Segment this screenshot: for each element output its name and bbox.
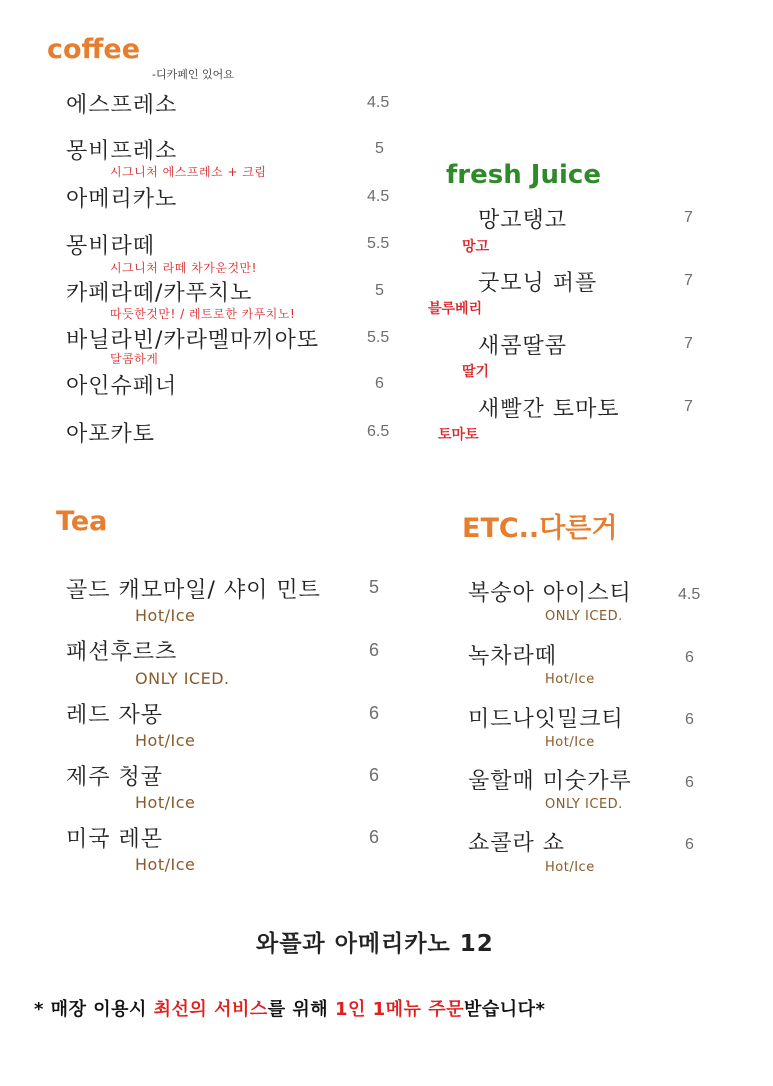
tea-item-name: 제주 청귤 <box>66 765 164 790</box>
tea-item-price: 5 <box>369 577 380 597</box>
etc-item-sub: Hot/Ice <box>545 860 595 875</box>
coffee-item-price: 6 <box>375 375 384 392</box>
tea-item-name: 미국 레몬 <box>66 827 164 852</box>
etc-item-name: 녹차라떼 <box>468 644 558 669</box>
coffee-item-price: 6.5 <box>367 423 390 440</box>
signature-latte-note: 시그니처 라떼 차가운것만! <box>110 261 257 275</box>
tea-item-sub: Hot/Ice <box>135 855 196 874</box>
coffee-item-price: 5 <box>375 140 384 157</box>
coffee-item-price: 5.5 <box>367 235 390 252</box>
juice-item-name: 망고탱고 <box>478 208 568 233</box>
etc-item-price: 6 <box>685 836 694 853</box>
juice-fruit-label: 딸기 <box>462 364 490 380</box>
juice-item-price: 7 <box>684 209 693 226</box>
coffee-item-name: 아인슈페너 <box>66 374 178 399</box>
notice-text: * 매장 이용시 <box>34 999 154 1020</box>
tea-item-sub: Hot/Ice <box>135 793 196 812</box>
notice-text: 를 위해 <box>267 999 335 1020</box>
tea-item-price: 6 <box>369 765 380 785</box>
combo-offer: 와플과 아메리카노 12 <box>256 931 494 957</box>
tea-item-price: 6 <box>369 640 380 660</box>
etc-item-price: 6 <box>685 649 694 666</box>
coffee-item-name: 아메리카노 <box>66 187 178 212</box>
juice-item-price: 7 <box>684 335 693 352</box>
tea-item-name: 레드 자몽 <box>66 703 164 728</box>
etc-item-price: 6 <box>685 774 694 791</box>
etc-item-name: 복숭아 아이스티 <box>468 581 632 606</box>
notice-highlight: 1인 1메뉴 주문 <box>334 999 464 1020</box>
juice-fruit-label: 망고 <box>462 239 490 255</box>
tea-item-price: 6 <box>369 703 380 723</box>
etc-item-price: 4.5 <box>678 586 701 603</box>
juice-item-name: 새콤딸콤 <box>478 334 568 359</box>
coffee-item-price: 5 <box>375 282 384 299</box>
coffee-item-name: 바닐라빈/카라멜마끼아또 <box>66 328 320 353</box>
juice-fruit-label: 토마토 <box>438 427 479 443</box>
coffee-item-name: 몽비라떼 <box>66 234 156 259</box>
juice-item-name: 새빨간 토마토 <box>478 397 620 422</box>
coffee-item-price: 5.5 <box>367 329 390 346</box>
juice-item-price: 7 <box>684 398 693 415</box>
juice-item-name: 굿모닝 퍼플 <box>478 271 598 296</box>
vanilla-note: 달콤하게 <box>110 352 159 366</box>
coffee-item-name: 아포카토 <box>66 422 156 447</box>
order-notice <box>34 995 545 1021</box>
tea-item-name: 패션후르츠 <box>66 640 178 665</box>
etc-item-sub: ONLY ICED. <box>545 797 623 812</box>
etc-item-name: 울할매 미숫가루 <box>468 769 632 794</box>
etc-item-name: 미드나잇밀크티 <box>468 707 624 732</box>
coffee-item-price: 4.5 <box>367 94 390 111</box>
tea-section-title: Tea <box>56 506 108 537</box>
coffee-section-title: coffee <box>47 34 141 65</box>
etc-item-sub: Hot/Ice <box>545 735 595 750</box>
etc-item-name: 쇼콜라 쇼 <box>468 831 566 856</box>
notice-highlight: 최선의 서비스 <box>153 999 268 1020</box>
etc-section-title: ETC..다른거 <box>462 513 618 544</box>
etc-item-price: 6 <box>685 711 694 728</box>
etc-item-sub: ONLY ICED. <box>545 609 623 624</box>
tea-item-price: 6 <box>369 827 380 847</box>
tea-item-sub: Hot/Ice <box>135 606 196 625</box>
tea-item-name: 골드 캐모마일/ 샤이 민트 <box>66 578 321 603</box>
decaf-note: -디카페인 있어요 <box>152 68 234 81</box>
coffee-item-name: 카페라떼/카푸치노 <box>66 281 253 306</box>
juice-fruit-label: 블루베리 <box>428 301 483 317</box>
juice-section-title: fresh Juice <box>446 160 601 190</box>
tea-item-sub: Hot/Ice <box>135 731 196 750</box>
tea-item-sub: ONLY ICED. <box>135 669 230 688</box>
notice-text: 받습니다* <box>464 999 546 1020</box>
coffee-item-price: 4.5 <box>367 188 390 205</box>
juice-item-price: 7 <box>684 272 693 289</box>
etc-item-sub: Hot/Ice <box>545 672 595 687</box>
coffee-item-name: 에스프레소 <box>66 93 178 118</box>
coffee-item-name: 몽비프레소 <box>66 139 178 164</box>
signature-espresso-note: 시그니처 에스프레소 + 크림 <box>110 165 267 179</box>
cafe-latte-note: 따듯한것만! / 레트로한 카푸치노! <box>110 307 296 321</box>
